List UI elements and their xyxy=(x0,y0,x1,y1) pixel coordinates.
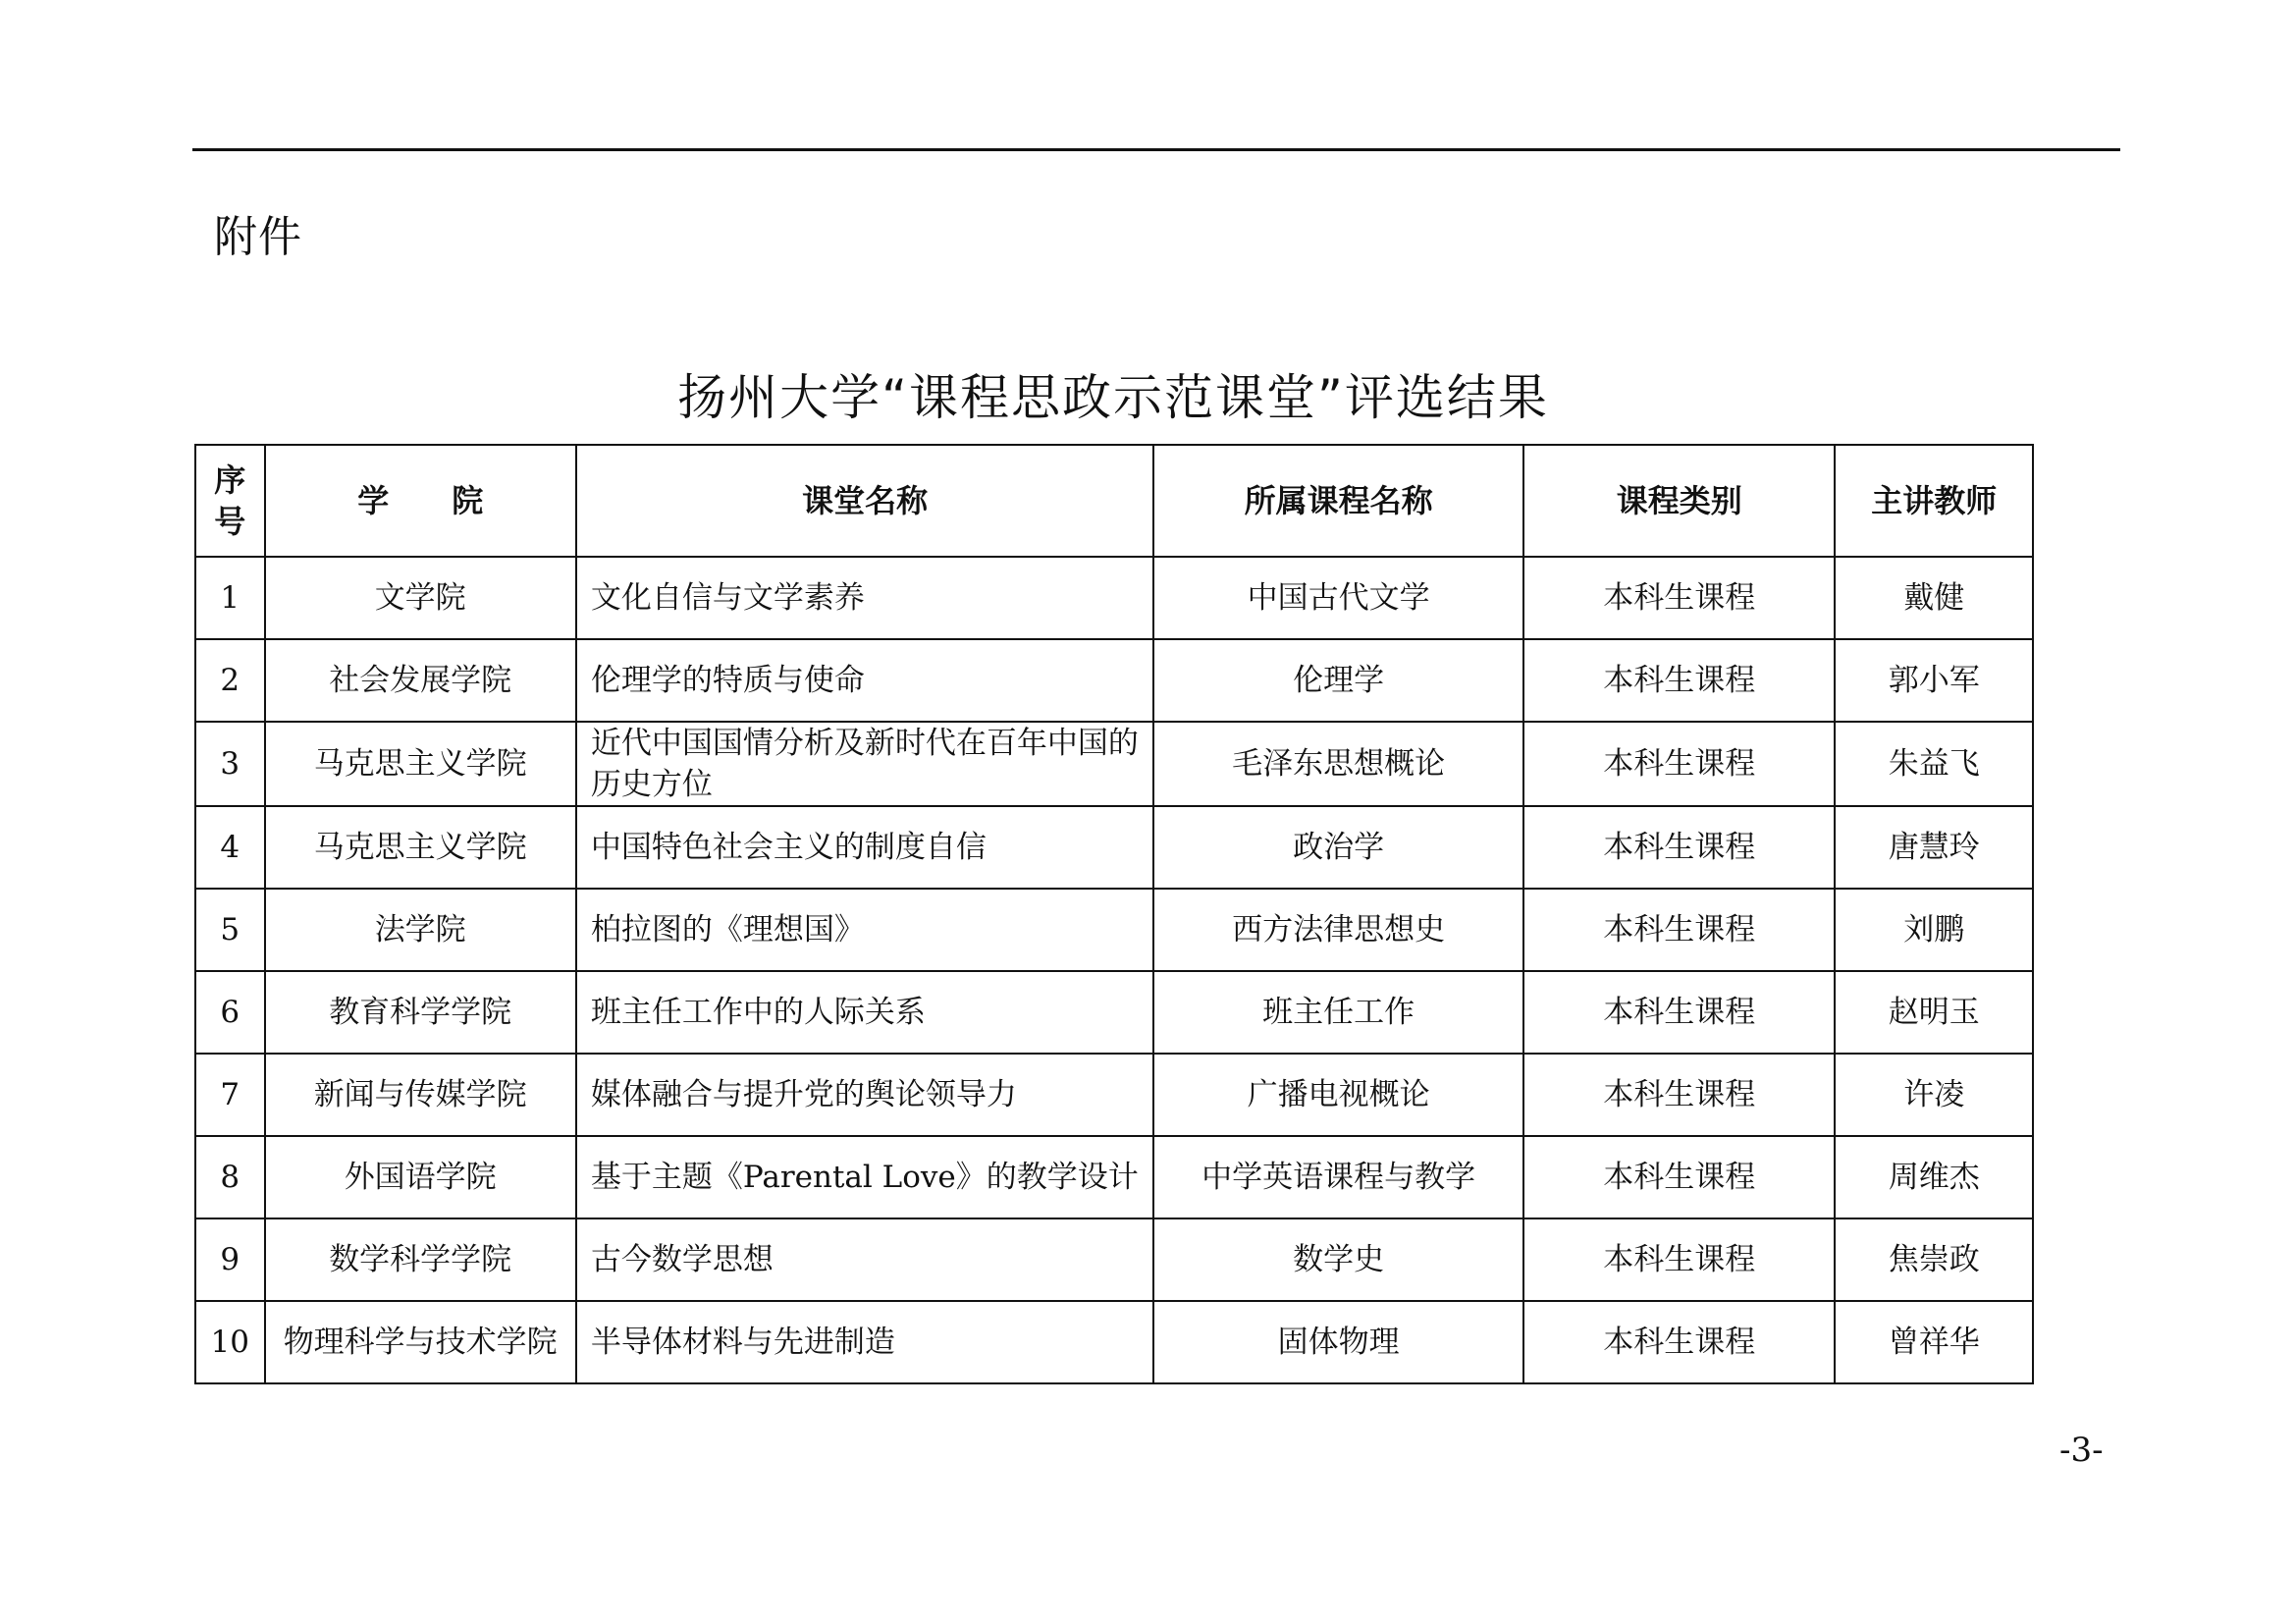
page-number: -3- xyxy=(2059,1431,2104,1470)
table-row xyxy=(195,971,2033,1054)
header-classroom: 课堂名称 xyxy=(576,445,1153,557)
cell-college: 马克思主义学院 xyxy=(265,806,576,889)
cell-college: 文学院 xyxy=(265,557,576,639)
results-table xyxy=(194,444,2034,1384)
cell-college: 社会发展学院 xyxy=(265,639,576,722)
cell-course: 政治学 xyxy=(1153,806,1523,889)
cell-category: 本科生课程 xyxy=(1523,806,1835,889)
cell-classroom: 媒体融合与提升党的舆论领导力 xyxy=(576,1054,1153,1136)
cell-category: 本科生课程 xyxy=(1523,1136,1835,1218)
cell-college: 教育科学学院 xyxy=(265,971,576,1054)
header-college: 学 院 xyxy=(265,445,576,557)
cell-course: 毛泽东思想概论 xyxy=(1153,722,1523,806)
cell-category: 本科生课程 xyxy=(1523,971,1835,1054)
header-category: 课程类别 xyxy=(1523,445,1835,557)
cell-course: 西方法律思想史 xyxy=(1153,889,1523,971)
cell-category: 本科生课程 xyxy=(1523,557,1835,639)
cell-no: 4 xyxy=(195,806,265,889)
cell-college: 马克思主义学院 xyxy=(265,722,576,806)
cell-category: 本科生课程 xyxy=(1523,639,1835,722)
table-row xyxy=(195,806,2033,889)
cell-classroom: 中国特色社会主义的制度自信 xyxy=(576,806,1153,889)
cell-no: 7 xyxy=(195,1054,265,1136)
cell-teacher: 曾祥华 xyxy=(1835,1301,2033,1383)
cell-no: 8 xyxy=(195,1136,265,1218)
table-row xyxy=(195,889,2033,971)
cell-classroom: 文化自信与文学素养 xyxy=(576,557,1153,639)
cell-no: 6 xyxy=(195,971,265,1054)
cell-category: 本科生课程 xyxy=(1523,722,1835,806)
header-rule xyxy=(192,148,2120,151)
cell-classroom: 近代中国国情分析及新时代在百年中国的历史方位 xyxy=(576,722,1153,806)
table-row xyxy=(195,1136,2033,1218)
cell-classroom: 基于主题《Parental Love》的教学设计 xyxy=(576,1136,1153,1218)
cell-teacher: 周维杰 xyxy=(1835,1136,2033,1218)
header-no-line1: 序 xyxy=(214,461,246,499)
cell-classroom: 柏拉图的《理想国》 xyxy=(576,889,1153,971)
cell-teacher: 刘鹏 xyxy=(1835,889,2033,971)
cell-course: 固体物理 xyxy=(1153,1301,1523,1383)
cell-teacher: 赵明玉 xyxy=(1835,971,2033,1054)
cell-teacher: 许凌 xyxy=(1835,1054,2033,1136)
cell-no: 2 xyxy=(195,639,265,722)
cell-classroom: 伦理学的特质与使命 xyxy=(576,639,1153,722)
table-row xyxy=(195,1301,2033,1383)
cell-category: 本科生课程 xyxy=(1523,1054,1835,1136)
table-row xyxy=(195,722,2033,806)
cell-college: 外国语学院 xyxy=(265,1136,576,1218)
cell-course: 广播电视概论 xyxy=(1153,1054,1523,1136)
cell-classroom: 班主任工作中的人际关系 xyxy=(576,971,1153,1054)
table-row xyxy=(195,557,2033,639)
cell-no: 1 xyxy=(195,557,265,639)
cell-classroom: 半导体材料与先进制造 xyxy=(576,1301,1153,1383)
cell-college: 新闻与传媒学院 xyxy=(265,1054,576,1136)
cell-classroom: 古今数学思想 xyxy=(576,1218,1153,1301)
cell-category: 本科生课程 xyxy=(1523,1301,1835,1383)
cell-teacher: 朱益飞 xyxy=(1835,722,2033,806)
cell-teacher: 焦崇政 xyxy=(1835,1218,2033,1301)
document-title: 扬州大学“课程思政示范课堂”评选结果 xyxy=(677,368,1549,426)
cell-course: 中国古代文学 xyxy=(1153,557,1523,639)
cell-teacher: 戴健 xyxy=(1835,557,2033,639)
cell-college: 法学院 xyxy=(265,889,576,971)
cell-no: 10 xyxy=(195,1301,265,1383)
cell-course: 中学英语课程与教学 xyxy=(1153,1136,1523,1218)
cell-category: 本科生课程 xyxy=(1523,889,1835,971)
cell-teacher: 唐慧玲 xyxy=(1835,806,2033,889)
cell-no: 5 xyxy=(195,889,265,971)
cell-no: 9 xyxy=(195,1218,265,1301)
cell-course: 数学史 xyxy=(1153,1218,1523,1301)
cell-no: 3 xyxy=(195,722,265,806)
cell-category: 本科生课程 xyxy=(1523,1218,1835,1301)
cell-course: 班主任工作 xyxy=(1153,971,1523,1054)
cell-college: 数学科学学院 xyxy=(265,1218,576,1301)
header-no-line2: 号 xyxy=(214,503,246,540)
table-header-row xyxy=(195,445,2033,557)
header-no xyxy=(195,445,265,557)
attachment-label: 附件 xyxy=(214,212,302,262)
table-row xyxy=(195,1054,2033,1136)
header-course: 所属课程名称 xyxy=(1153,445,1523,557)
cell-college: 物理科学与技术学院 xyxy=(265,1301,576,1383)
table-row xyxy=(195,639,2033,722)
cell-course: 伦理学 xyxy=(1153,639,1523,722)
cell-teacher: 郭小军 xyxy=(1835,639,2033,722)
table-row xyxy=(195,1218,2033,1301)
header-teacher: 主讲教师 xyxy=(1835,445,2033,557)
